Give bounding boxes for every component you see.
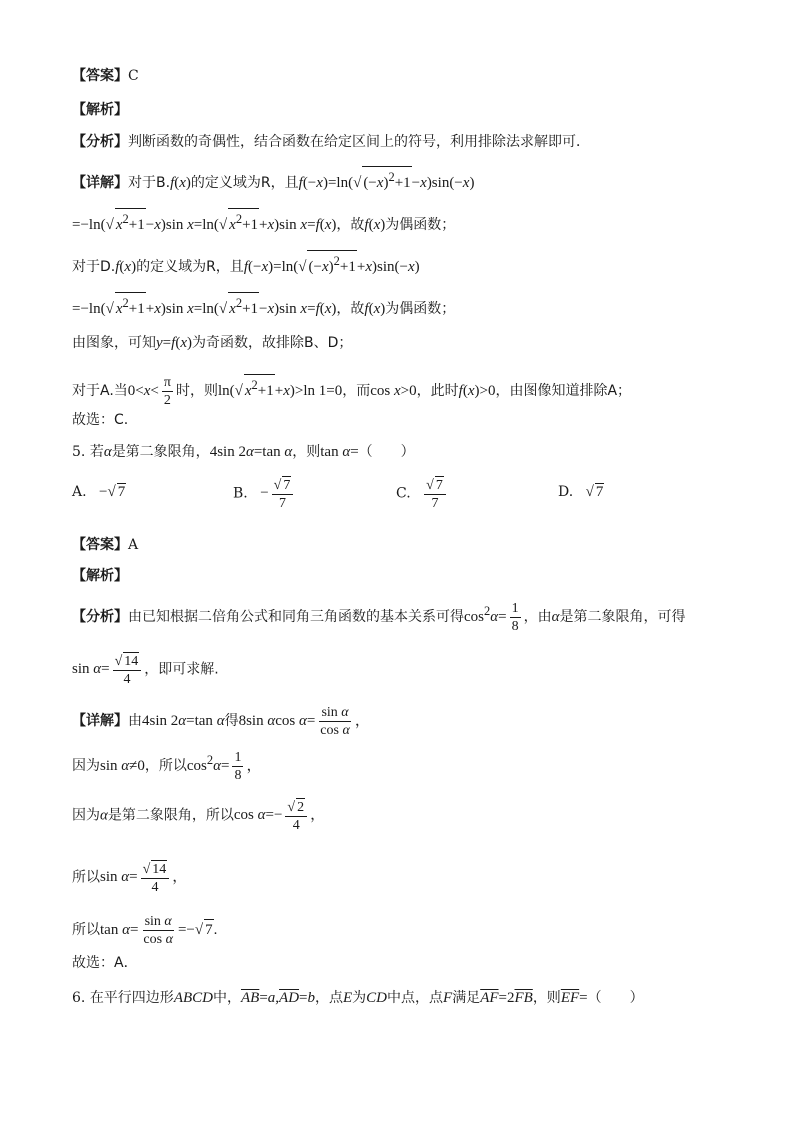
text: 的定义域为R，且 (190, 175, 299, 191)
text: 满足 (452, 990, 481, 1006)
text: 为 (352, 990, 367, 1006)
math: f(x)>0 (458, 383, 496, 399)
q4-detail-line-3 (72, 250, 420, 277)
text: 是第二象限角，可得 (559, 608, 686, 625)
q4-analysis-line (72, 100, 128, 120)
q5-fenxi-line (72, 600, 685, 635)
math: 4sin 2α=tan α (209, 444, 293, 460)
analysis-tag: 【解析】 (72, 102, 128, 118)
fenxi-tag: 【分析】 (72, 134, 128, 150)
text: ，故 (336, 217, 365, 233)
q5-option-b[interactable] (233, 476, 296, 512)
math: y=f(x) (156, 335, 192, 351)
q4-fenxi-line (72, 132, 590, 152)
analysis-tag: 【解析】 (72, 568, 128, 584)
q5-option-d[interactable] (558, 483, 604, 501)
text: 的定义域为R，且 (136, 259, 244, 275)
math: √ 7 (585, 484, 604, 500)
text: 所以 (72, 869, 100, 886)
answer-tag: 【答案】 (72, 68, 128, 84)
math: ABCD (173, 990, 213, 1006)
question-number: 6. (72, 990, 86, 1006)
q4-detail-line-2 (72, 208, 455, 235)
math: $\frac{√ 7}{7}$ (421, 485, 449, 501)
math: − $\frac{√ 7}{7}$ (260, 485, 296, 501)
text: 是第二象限角， (111, 444, 210, 460)
math: α (100, 807, 108, 824)
q5-option-c[interactable] (396, 476, 449, 512)
q5-stem (72, 442, 415, 462)
text: ，所以 (144, 757, 187, 774)
text: 时，则 (175, 383, 218, 399)
math: cos x>0 (370, 383, 417, 399)
q4-answer-line (72, 66, 139, 86)
q5-analysis-line (72, 566, 128, 586)
text: 所以 (72, 921, 100, 938)
text: ，点 (315, 990, 343, 1006)
q4-conclusion: 故选：C. (72, 412, 129, 428)
text: 为奇函数，故排除B、D； (191, 335, 353, 351)
math: cos α=− $\frac{√ 2}{4}$ ， (233, 800, 326, 833)
fenxi-tag: 【分析】 (72, 608, 128, 625)
math: f(x) (115, 259, 137, 275)
text: 由 (128, 712, 142, 729)
text: ，由图像知道排除A； (495, 383, 632, 399)
text: 为偶函数； (385, 301, 456, 317)
math: $\overline{EF}=$ (560, 990, 588, 1006)
q5-detail-line-4 (72, 860, 187, 896)
q5-detail-line-3 (72, 798, 325, 834)
math: $\cos^2\alpha=$ $\frac{1}{8}$ (464, 601, 519, 634)
text: 对于A.当 (72, 383, 128, 399)
text: 因为 (72, 807, 100, 824)
math: F (443, 990, 453, 1006)
q4-detail-line-5 (72, 333, 352, 353)
math: =−ln(√ $x^2+1+x)\sin$ x=ln(√ $x^2+1-x)\sin$ x=f(x) (72, 301, 336, 317)
q5-detail-line-1 (72, 704, 370, 739)
text: ，而 (342, 383, 371, 399)
q4-detail-line-4 (72, 292, 455, 319)
q5-option-a[interactable] (72, 483, 126, 501)
detail-tag: 【详解】 (72, 712, 128, 729)
text: 对于B. (128, 175, 171, 191)
text: ，则 (532, 990, 561, 1006)
q5-fenxi-line-2 (72, 652, 219, 688)
math: =−ln(√ $x^2+1-x)\sin$ x=ln(√ $x^2+1+x)\sin$ x=f(x) (72, 217, 336, 233)
text: 因为 (72, 757, 100, 774)
math: E (343, 990, 353, 1006)
math: f(−x)=ln(√ $(-x)^2+1-x)\sin(-x)$ (299, 175, 475, 191)
math: f(x) (170, 175, 191, 191)
option-label: B. (233, 485, 248, 502)
q5-conclusion: 故选：A． (72, 955, 138, 971)
text: ，即可求解. (144, 661, 219, 678)
answer-value: A (128, 537, 139, 553)
text: 在平行四边形 (89, 990, 174, 1006)
math: f(x) (364, 301, 386, 317)
q6-stem (72, 988, 644, 1008)
text: ，此时 (416, 383, 459, 399)
answer-value: C (128, 68, 139, 84)
detail-tag: 【详解】 (72, 175, 128, 191)
math: ln(√ $x^2+1+x)>\ln$ 1=0 (218, 383, 342, 399)
math: f(x) (364, 217, 386, 233)
text: ，则 (292, 444, 321, 460)
math: sin α= $\frac{√ 14}{4}$ ， (100, 862, 188, 895)
text: ，故 (336, 301, 365, 317)
fenxi-text: 判断函数的奇偶性，结合函数在给定区间上的符号，利用排除法求解即可． (128, 134, 590, 150)
math: α (103, 444, 112, 460)
q4-detail-line-1 (72, 166, 474, 193)
text: 由图象，可知 (72, 335, 156, 351)
text: 中， (212, 990, 241, 1006)
math: CD (366, 990, 388, 1006)
text: 得 (224, 712, 239, 729)
text: ，由 (523, 608, 552, 625)
q5-answer-line (72, 535, 138, 555)
math: $\overline{AF}=2\overline{FB}$ (480, 990, 533, 1006)
math: tan α= (320, 444, 359, 460)
text: 为偶函数； (385, 217, 456, 233)
question-number: 5. (72, 444, 86, 460)
math: 0<x< $\frac{\pi}{2}$ (127, 375, 171, 409)
math: sin α≠0 (100, 757, 145, 774)
q5-detail-line-2 (72, 749, 261, 784)
math: $\cos^2\alpha=$ $\frac{1}{8}$ ， (186, 750, 262, 783)
text: 由已知根据二倍角公式和同角三角函数的基本关系可得 (128, 608, 464, 625)
math: tan α= $\frac{\text{sin α}}{\text{cos α}}$ =−√ 7. (100, 914, 218, 947)
math: f(−x)=ln(√ $(-x)^2+1+x)\sin(-x)$ (244, 259, 420, 275)
q4-detail-line-6 (72, 374, 631, 409)
answer-tag: 【答案】 (72, 537, 128, 553)
math: sin α= $\frac{√ 14}{4}$ (72, 661, 144, 677)
text: （ ） (587, 990, 644, 1006)
math: α (551, 608, 560, 625)
math: 8sin αcos α= $\frac{\text{sin α}}{\text{cos α}}$ ， (238, 705, 370, 738)
text: 对于D. (72, 259, 116, 275)
option-label: C. (396, 485, 411, 502)
math: 4sin 2α=tan α (142, 712, 225, 729)
text: （ ） (358, 444, 415, 460)
text: 若 (89, 444, 104, 460)
q5-detail-line-5 (72, 913, 217, 948)
text: 是第二象限角，所以 (107, 807, 234, 824)
math: −√ 7 (99, 484, 126, 500)
option-label: A. (72, 484, 87, 500)
math: $\overline{AB}=a,\overline{AD}=b$ (240, 990, 315, 1006)
text: 中点，点 (387, 990, 444, 1006)
option-label: D. (558, 484, 574, 500)
